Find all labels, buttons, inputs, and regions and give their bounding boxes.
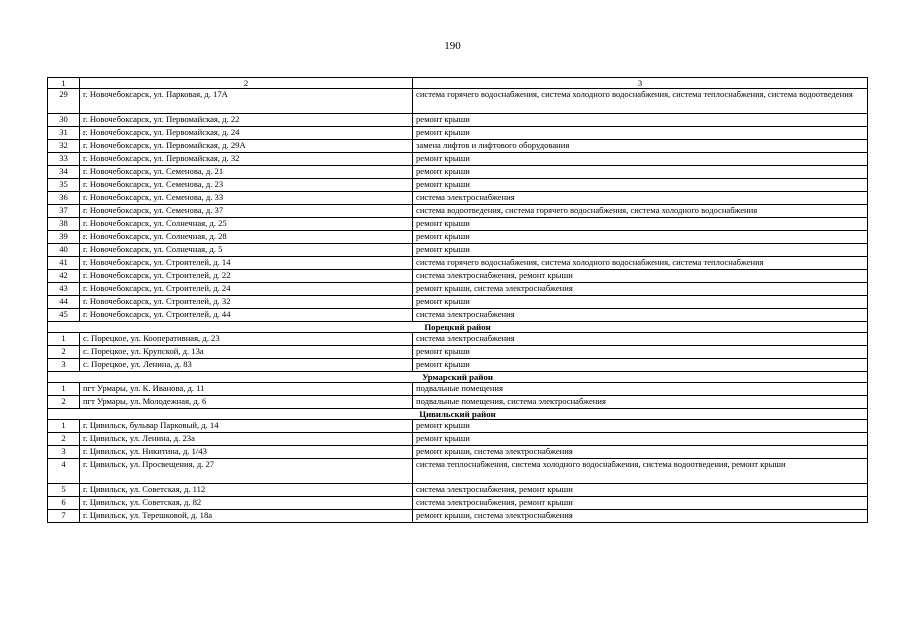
district-section-row	[48, 322, 868, 333]
table-row	[48, 257, 868, 270]
table-row	[48, 433, 868, 446]
address-cell: г. Новочебоксарск, ул. Семенова, д. 21	[80, 166, 413, 179]
address-cell: г. Новочебоксарск, ул. Семенова, д. 37	[80, 205, 413, 218]
address-cell: г. Цивильск, ул. Терешковой, д. 18а	[80, 510, 413, 523]
address-cell: г. Цивильск, ул. Никитина, д. 1/43	[80, 446, 413, 459]
work-type-cell: система электроснабжения	[413, 309, 868, 322]
district-section-row	[48, 372, 868, 383]
work-type-cell: система водоотведения, система горячего водоснабжения, система холодного водоснабжения	[413, 205, 868, 218]
table-row	[48, 127, 868, 140]
table-row	[48, 244, 868, 257]
table-header-row	[48, 78, 868, 89]
district-section-row	[48, 409, 868, 420]
table-row	[48, 218, 868, 231]
table-row	[48, 383, 868, 396]
work-type-cell: ремонт крыши	[413, 359, 868, 372]
address-cell: г. Новочебоксарск, ул. Солнечная, д. 5	[80, 244, 413, 257]
address-cell: г. Новочебоксарск, ул. Семенова, д. 23	[80, 179, 413, 192]
address-cell: пгт Урмары, ул. К. Иванова, д. 11	[80, 383, 413, 396]
address-cell: г. Новочебоксарск, ул. Семенова, д. 33	[80, 192, 413, 205]
table-row	[48, 166, 868, 179]
work-type-cell: ремонт крыши	[413, 114, 868, 127]
work-type-cell: ремонт крыши, система электроснабжения	[413, 510, 868, 523]
work-type-cell: ремонт крыши	[413, 218, 868, 231]
address-cell: г. Новочебоксарск, ул. Солнечная, д. 28	[80, 231, 413, 244]
table-row	[48, 459, 868, 484]
row-number: 30	[48, 114, 80, 127]
address-cell: г. Новочебоксарск, ул. Строителей, д. 14	[80, 257, 413, 270]
table-row	[48, 309, 868, 322]
address-cell: г. Цивильск, ул. Советская, д. 112	[80, 484, 413, 497]
row-number: 34	[48, 166, 80, 179]
district-title: Цивильский район	[48, 409, 868, 420]
row-number: 42	[48, 270, 80, 283]
address-cell: г. Цивильск, ул. Советская, д. 82	[80, 497, 413, 510]
work-type-cell: ремонт крыши	[413, 296, 868, 309]
work-type-cell: ремонт крыши	[413, 433, 868, 446]
row-number: 4	[48, 459, 80, 484]
row-number: 31	[48, 127, 80, 140]
work-type-cell: система электроснабжения, ремонт крыши	[413, 484, 868, 497]
row-number: 36	[48, 192, 80, 205]
row-number: 38	[48, 218, 80, 231]
address-cell: пгт Урмары, ул. Молодежная, д. 6	[80, 396, 413, 409]
district-title: Урмарский район	[48, 372, 868, 383]
column-header: 3	[413, 78, 868, 89]
address-cell: г. Цивильск, ул. Ленина, д. 23а	[80, 433, 413, 446]
row-number: 40	[48, 244, 80, 257]
table-row	[48, 359, 868, 372]
row-number: 44	[48, 296, 80, 309]
address-cell: г. Новочебоксарск, ул. Строителей, д. 24	[80, 283, 413, 296]
address-cell: г. Новочебоксарск, ул. Первомайская, д. 24	[80, 127, 413, 140]
row-number: 6	[48, 497, 80, 510]
row-number: 1	[48, 333, 80, 346]
address-cell: г. Новочебоксарск, ул. Первомайская, д. 22	[80, 114, 413, 127]
row-number: 7	[48, 510, 80, 523]
work-type-cell: ремонт крыши	[413, 244, 868, 257]
row-number: 41	[48, 257, 80, 270]
row-number: 5	[48, 484, 80, 497]
table-row	[48, 510, 868, 523]
address-cell: г. Цивильск, бульвар Парковый, д. 14	[80, 420, 413, 433]
address-cell: г. Новочебоксарск, ул. Первомайская, д. 29А	[80, 140, 413, 153]
work-type-cell: система горячего водоснабжения, система холодного водоснабжения, система теплоснабжения, система водоотведения	[413, 89, 868, 114]
address-cell: г. Новочебоксарск, ул. Строителей, д. 44	[80, 309, 413, 322]
row-number: 2	[48, 396, 80, 409]
address-cell: г. Новочебоксарск, ул. Солнечная, д. 25	[80, 218, 413, 231]
work-type-cell: система теплоснабжения, система холодного водоснабжения, система водоотведения, ремонт крыши	[413, 459, 868, 484]
table-row	[48, 179, 868, 192]
address-cell: г. Новочебоксарск, ул. Строителей, д. 32	[80, 296, 413, 309]
work-type-cell: ремонт крыши	[413, 166, 868, 179]
row-number: 45	[48, 309, 80, 322]
column-header: 2	[80, 78, 413, 89]
address-cell: г. Новочебоксарск, ул. Строителей, д. 22	[80, 270, 413, 283]
row-number: 1	[48, 383, 80, 396]
work-type-cell: ремонт крыши	[413, 153, 868, 166]
row-number: 29	[48, 89, 80, 114]
work-type-cell: система электроснабжения	[413, 192, 868, 205]
repair-table	[47, 77, 868, 523]
work-type-cell: замена лифтов и лифтового оборудования	[413, 140, 868, 153]
table-row	[48, 153, 868, 166]
row-number: 1	[48, 420, 80, 433]
work-type-cell: подвальные помещения	[413, 383, 868, 396]
row-number: 37	[48, 205, 80, 218]
table-row	[48, 333, 868, 346]
work-type-cell: ремонт крыши	[413, 179, 868, 192]
table-row	[48, 497, 868, 510]
table-row	[48, 346, 868, 359]
table-row	[48, 89, 868, 114]
table-row	[48, 270, 868, 283]
row-number: 39	[48, 231, 80, 244]
row-number: 32	[48, 140, 80, 153]
address-cell: г. Новочебоксарск, ул. Парковая, д. 17А	[80, 89, 413, 114]
table-row	[48, 396, 868, 409]
work-type-cell: система электроснабжения, ремонт крыши	[413, 270, 868, 283]
address-cell: г. Новочебоксарск, ул. Первомайская, д. 32	[80, 153, 413, 166]
table-row	[48, 205, 868, 218]
address-cell: с. Порецкое, ул. Кооперативная, д. 23	[80, 333, 413, 346]
row-number: 35	[48, 179, 80, 192]
work-type-cell: система электроснабжения, ремонт крыши	[413, 497, 868, 510]
table-row	[48, 192, 868, 205]
district-title: Порецкий район	[48, 322, 868, 333]
work-type-cell: ремонт крыши	[413, 127, 868, 140]
table-row	[48, 231, 868, 244]
work-type-cell: ремонт крыши, система электроснабжения	[413, 283, 868, 296]
address-cell: с. Порецкое, ул. Крупской, д. 13а	[80, 346, 413, 359]
work-type-cell: ремонт крыши	[413, 420, 868, 433]
row-number: 2	[48, 433, 80, 446]
row-number: 43	[48, 283, 80, 296]
table-row	[48, 283, 868, 296]
work-type-cell: система горячего водоснабжения, система холодного водоснабжения, система теплоснабжения	[413, 257, 868, 270]
table-row	[48, 420, 868, 433]
work-type-cell: ремонт крыши	[413, 346, 868, 359]
work-type-cell: ремонт крыши	[413, 231, 868, 244]
table-row	[48, 446, 868, 459]
work-type-cell: подвальные помещения, система электроснабжения	[413, 396, 868, 409]
table-row	[48, 484, 868, 497]
address-cell: г. Цивильск, ул. Просвещения, д. 27	[80, 459, 413, 484]
table-row	[48, 296, 868, 309]
table-row	[48, 114, 868, 127]
row-number: 2	[48, 346, 80, 359]
row-number: 33	[48, 153, 80, 166]
row-number: 3	[48, 446, 80, 459]
work-type-cell: система электроснабжения	[413, 333, 868, 346]
column-header: 1	[48, 78, 80, 89]
page-number: 190	[444, 40, 461, 52]
table-row	[48, 140, 868, 153]
work-type-cell: ремонт крыши, система электроснабжения	[413, 446, 868, 459]
address-cell: с. Порецкое, ул. Ленина, д. 83	[80, 359, 413, 372]
row-number: 3	[48, 359, 80, 372]
